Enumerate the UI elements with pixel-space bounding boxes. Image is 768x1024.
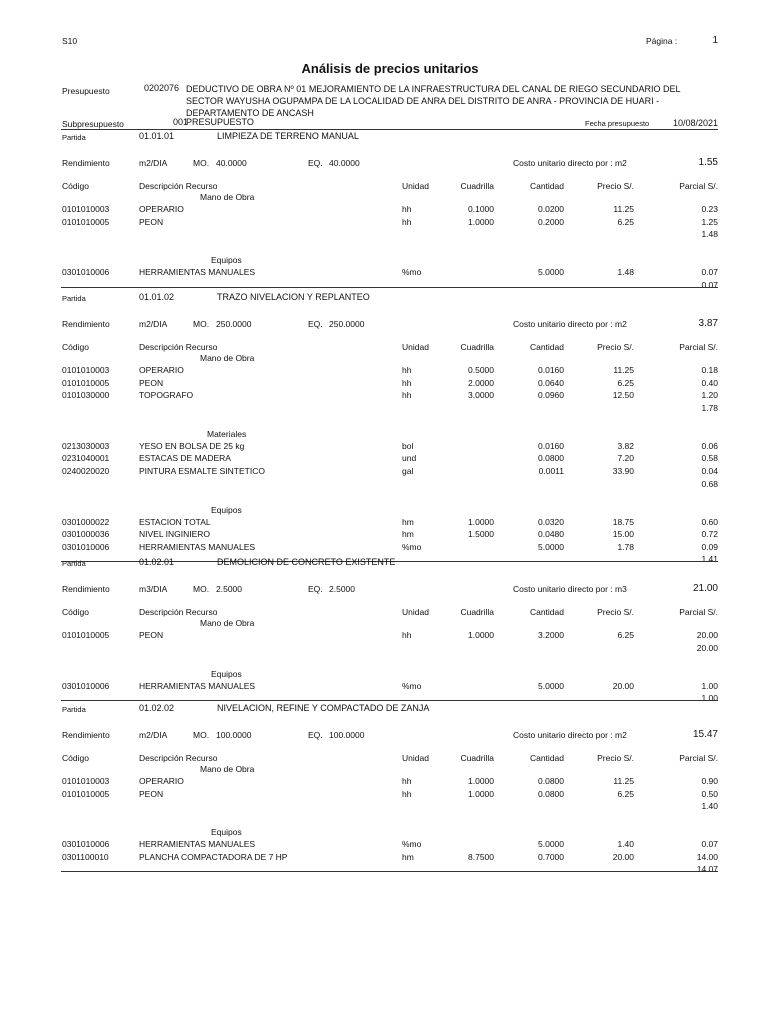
item-codigo: 0301010006 — [62, 541, 110, 552]
page-label: Página : — [646, 36, 678, 46]
subpresupuesto-code: 001 — [173, 117, 189, 127]
item-parcial: 0.60 — [701, 516, 718, 527]
col-descripcion: Descripción Recurso — [139, 181, 218, 191]
costo-label: Costo unitario directo por : — [513, 584, 613, 594]
item-descripcion: PEON — [139, 788, 164, 799]
item-precio: 3.82 — [617, 440, 634, 451]
costo-unit: m3 — [615, 584, 627, 594]
item-codigo: 0213030003 — [62, 440, 110, 451]
item-cuadrilla: 2.0000 — [468, 377, 494, 388]
item-codigo: 0301100010 — [62, 851, 109, 862]
item-descripcion: PEON — [139, 216, 164, 227]
header-divider — [61, 129, 718, 130]
item-unidad: hh — [402, 365, 412, 375]
col-precio: Precio S/. — [597, 753, 634, 763]
rendimiento-label: Rendimiento — [62, 730, 110, 740]
col-cantidad: Cantidad — [529, 607, 564, 617]
fecha-label: Fecha presupuesto — [585, 119, 650, 128]
eq-value: 2.5000 — [329, 584, 355, 594]
mo-label: MO. — [193, 730, 210, 740]
item-parcial: 0.72 — [701, 529, 718, 540]
mo-value: 100.0000 — [216, 730, 252, 740]
item-precio: 20.00 — [612, 851, 634, 862]
col-descripcion: Descripción Recurso — [139, 342, 218, 352]
group-subtotal: 1.00 — [701, 693, 718, 704]
item-codigo: 0101010003 — [62, 204, 110, 214]
group-subtotal: 14.07 — [696, 864, 718, 875]
item-precio: 33.90 — [612, 466, 634, 476]
partida-name: DEMOLICION DE CONCRETO EXISTENTE — [217, 557, 396, 567]
rendimiento-unit: m3/DIA — [139, 584, 168, 594]
item-codigo: 0231040001 — [62, 453, 110, 464]
partida-label: Partida — [62, 705, 86, 714]
item-precio: 11.25 — [613, 365, 634, 375]
item-descripcion: OPERARIO — [139, 776, 184, 786]
item-precio: 20.00 — [612, 680, 634, 691]
presupuesto-label: Presupuesto — [62, 86, 110, 96]
col-precio: Precio S/. — [597, 342, 634, 352]
presupuesto-description: DEDUCTIVO DE OBRA Nº 01 MEJORAMIENTO DE LA INFRAESTRUCTURA DEL CANAL DE RIEGO SECUNDARIO DEL SECTOR WAYUSHA OGUPAMPA DE LA LOCALIDAD DE ANRA DEL DISTRITO DE ANRA - PROVINCIA DE HUARI - DEPARTAMENTO DE ANCASH — [186, 84, 681, 118]
item-descripcion: PLANCHA COMPACTADORA DE 7 HP — [139, 851, 288, 862]
item-cantidad: 0.7000 — [538, 851, 564, 862]
item-descripcion: HERRAMIENTAS MANUALES — [139, 680, 256, 691]
item-descripcion: YESO EN BOLSA DE 25 kg — [139, 440, 245, 451]
item-descripcion: PEON — [139, 377, 164, 388]
item-codigo: 0301000022 — [62, 516, 110, 527]
item-cantidad: 0.0800 — [538, 776, 564, 786]
costo-label: Costo unitario directo por : — [513, 730, 613, 740]
item-unidad: %mo — [402, 839, 422, 850]
item-codigo: 0101010005 — [62, 630, 110, 640]
item-cuadrilla: 1.0000 — [468, 630, 494, 640]
mo-label: MO. — [193, 158, 210, 168]
col-parcial: Parcial S/. — [679, 607, 718, 617]
subpresupuesto-label: Subpresupuesto — [62, 119, 124, 129]
item-parcial: 1.25 — [701, 216, 718, 227]
item-cantidad: 0.0011 — [538, 466, 564, 476]
item-cantidad: 0.2000 — [538, 216, 564, 227]
item-precio: 1.40 — [617, 839, 634, 850]
mo-label: MO. — [193, 319, 210, 329]
item-codigo: 0101010005 — [62, 788, 110, 799]
item-parcial: 0.07 — [701, 267, 718, 278]
item-codigo: 0101010005 — [62, 216, 110, 227]
col-cuadrilla: Cuadrilla — [460, 607, 494, 617]
partida-code: 01.02.01 — [139, 557, 175, 567]
partida-code: 01.01.02 — [139, 292, 175, 302]
item-unidad: hh — [402, 204, 412, 214]
item-descripcion: NIVEL INGINIERO — [139, 529, 211, 540]
col-cantidad: Cantidad — [529, 181, 564, 191]
item-unidad: hh — [402, 390, 412, 401]
item-descripcion: OPERARIO — [139, 204, 184, 214]
group-title: Equipos — [211, 504, 242, 515]
item-cantidad: 0.0200 — [538, 204, 564, 214]
costo-unit: m2 — [615, 730, 627, 740]
item-precio: 1.78 — [617, 541, 634, 552]
group-subtotal: 1.40 — [701, 801, 718, 812]
eq-value: 40.0000 — [329, 158, 360, 168]
eq-value: 100.0000 — [329, 730, 365, 740]
item-descripcion: TOPOGRAFO — [139, 390, 194, 401]
partida-name: NIVELACION, REFINE Y COMPACTADO DE ZANJA — [217, 703, 430, 713]
group-title: Mano de Obra — [200, 764, 255, 774]
item-precio: 12.50 — [612, 390, 634, 401]
costo-value: 15.47 — [692, 729, 718, 740]
item-cantidad: 5.0000 — [538, 839, 564, 850]
item-unidad: %mo — [402, 541, 422, 552]
mo-value: 2.5000 — [216, 584, 242, 594]
item-cantidad: 0.0640 — [538, 377, 564, 388]
col-unidad: Unidad — [402, 753, 429, 763]
group-subtotal: 20.00 — [696, 642, 718, 653]
item-cantidad: 5.0000 — [538, 680, 564, 691]
item-precio: 6.25 — [617, 788, 634, 799]
eq-label: EQ. — [308, 730, 323, 740]
col-parcial: Parcial S/. — [679, 181, 718, 191]
partida-label: Partida — [62, 133, 86, 142]
item-cantidad: 5.0000 — [538, 541, 564, 552]
item-codigo: 0101030000 — [62, 390, 110, 401]
item-parcial: 0.23 — [701, 204, 718, 214]
item-cantidad: 5.0000 — [538, 267, 564, 278]
item-codigo: 0301010006 — [62, 680, 110, 691]
mo-value: 250.0000 — [216, 319, 252, 329]
item-parcial: 1.00 — [701, 680, 718, 691]
page-number: 1 — [712, 35, 718, 46]
col-parcial: Parcial S/. — [679, 753, 718, 763]
item-cuadrilla: 1.0000 — [468, 516, 494, 527]
item-cantidad: 0.0800 — [538, 453, 564, 464]
item-descripcion: ESTACION TOTAL — [139, 516, 211, 527]
rendimiento-label: Rendimiento — [62, 158, 110, 168]
item-cuadrilla: 0.5000 — [468, 365, 494, 375]
presupuesto-code: 0202076 — [144, 83, 180, 93]
item-cantidad: 0.0320 — [538, 516, 564, 527]
item-cantidad: 3.2000 — [538, 630, 564, 640]
costo-unit: m2 — [615, 319, 627, 329]
costo-value: 1.55 — [698, 157, 718, 168]
item-cantidad: 0.0960 — [538, 390, 564, 401]
col-cantidad: Cantidad — [529, 342, 564, 352]
partida-divider — [61, 287, 718, 288]
item-codigo: 0101010005 — [62, 377, 110, 388]
group-title: Mano de Obra — [200, 192, 255, 202]
group-subtotal: 1.78 — [701, 402, 718, 413]
group-subtotal: 0.07 — [701, 279, 718, 290]
col-unidad: Unidad — [402, 607, 429, 617]
col-codigo: Código — [62, 342, 89, 352]
rendimiento-label: Rendimiento — [62, 584, 110, 594]
page-title: Análisis de precios unitarios — [301, 61, 479, 76]
col-unidad: Unidad — [402, 342, 429, 352]
item-cantidad: 0.0800 — [538, 788, 564, 799]
item-descripcion: HERRAMIENTAS MANUALES — [139, 541, 256, 552]
group-subtotal: 0.68 — [701, 478, 718, 489]
item-codigo: 0101010003 — [62, 776, 110, 786]
mo-value: 40.0000 — [216, 158, 247, 168]
eq-label: EQ. — [308, 319, 323, 329]
costo-value: 21.00 — [692, 583, 718, 594]
col-codigo: Código — [62, 181, 89, 191]
col-unidad: Unidad — [402, 181, 429, 191]
col-codigo: Código — [62, 607, 89, 617]
costo-value: 3.87 — [698, 318, 718, 329]
group-title: Equipos — [211, 668, 242, 679]
group-title: Materiales — [207, 428, 247, 439]
item-parcial: 20.00 — [696, 630, 718, 640]
col-cuadrilla: Cuadrilla — [460, 753, 494, 763]
item-precio: 6.25 — [617, 216, 634, 227]
group-title: Mano de Obra — [200, 353, 255, 363]
item-cuadrilla: 3.0000 — [468, 390, 494, 401]
item-descripcion: PEON — [139, 630, 164, 640]
partida-label: Partida — [62, 559, 86, 568]
item-precio: 1.48 — [617, 267, 634, 278]
item-codigo: 0240020020 — [62, 466, 110, 476]
item-unidad: hh — [402, 377, 412, 388]
item-parcial: 0.50 — [701, 788, 718, 799]
rendimiento-unit: m2/DIA — [139, 158, 168, 168]
item-unidad: hh — [402, 788, 412, 799]
item-unidad: hm — [402, 516, 414, 527]
item-cantidad: 0.0480 — [538, 529, 564, 540]
item-precio: 7.20 — [617, 453, 634, 464]
item-cuadrilla: 1.0000 — [468, 788, 494, 799]
col-cantidad: Cantidad — [529, 753, 564, 763]
item-unidad: und — [402, 453, 417, 464]
item-cuadrilla: 1.0000 — [468, 216, 494, 227]
item-precio: 6.25 — [617, 630, 634, 640]
item-cuadrilla: 1.0000 — [468, 776, 494, 786]
eq-label: EQ. — [308, 158, 323, 168]
item-precio: 18.75 — [612, 516, 634, 527]
costo-unit: m2 — [615, 158, 627, 168]
item-parcial: 0.04 — [701, 466, 718, 476]
item-cuadrilla: 1.5000 — [468, 529, 494, 540]
item-precio: 11.25 — [613, 776, 634, 786]
col-parcial: Parcial S/. — [679, 342, 718, 352]
item-precio: 15.00 — [612, 529, 634, 540]
item-unidad: hm — [402, 851, 414, 862]
costo-label: Costo unitario directo por : — [513, 158, 613, 168]
item-unidad: %mo — [402, 267, 422, 278]
item-parcial: 0.90 — [701, 776, 718, 786]
item-descripcion: HERRAMIENTAS MANUALES — [139, 839, 256, 850]
item-parcial: 14.00 — [696, 851, 718, 862]
item-cantidad: 0.0160 — [538, 440, 564, 451]
partida-code: 01.02.02 — [139, 703, 175, 713]
item-parcial: 0.09 — [701, 541, 718, 552]
item-cuadrilla: 8.7500 — [468, 851, 494, 862]
item-descripcion: OPERARIO — [139, 365, 184, 375]
item-descripcion: ESTACAS DE MADERA — [139, 453, 231, 464]
item-parcial: 1.20 — [701, 390, 718, 401]
item-unidad: hm — [402, 529, 414, 540]
item-unidad: gal — [402, 466, 414, 476]
item-unidad: hh — [402, 630, 412, 640]
item-descripcion: HERRAMIENTAS MANUALES — [139, 267, 256, 278]
col-cuadrilla: Cuadrilla — [460, 181, 494, 191]
col-precio: Precio S/. — [597, 181, 634, 191]
item-parcial: 0.58 — [701, 453, 718, 464]
item-codigo: 0101010003 — [62, 365, 110, 375]
system-label: S10 — [62, 36, 78, 46]
item-unidad: hh — [402, 216, 412, 227]
costo-label: Costo unitario directo por : — [513, 319, 613, 329]
partida-divider — [61, 700, 718, 701]
item-precio: 6.25 — [617, 377, 634, 388]
item-codigo: 0301000036 — [62, 529, 110, 540]
group-title: Equipos — [211, 255, 242, 266]
item-parcial: 0.18 — [701, 365, 718, 375]
item-descripcion: PINTURA ESMALTE SINTETICO — [139, 466, 265, 476]
item-precio: 11.25 — [613, 204, 634, 214]
col-precio: Precio S/. — [597, 607, 634, 617]
item-unidad: hh — [402, 776, 412, 786]
item-codigo: 0301010006 — [62, 839, 110, 850]
eq-label: EQ. — [308, 584, 323, 594]
partida-name: LIMPIEZA DE TERRENO MANUAL — [217, 131, 359, 141]
item-unidad: %mo — [402, 680, 422, 691]
group-title: Equipos — [211, 827, 242, 838]
partida-label: Partida — [62, 294, 86, 303]
partida-code: 01.01.01 — [139, 131, 175, 141]
col-descripcion: Descripción Recurso — [139, 607, 218, 617]
rendimiento-unit: m2/DIA — [139, 730, 168, 740]
eq-value: 250.0000 — [329, 319, 365, 329]
item-parcial: 0.40 — [701, 377, 718, 388]
mo-label: MO. — [193, 584, 210, 594]
item-codigo: 0301010006 — [62, 267, 110, 278]
partida-divider — [61, 871, 718, 872]
subpresupuesto-name: PRESUPUESTO — [186, 117, 254, 127]
col-codigo: Código — [62, 753, 89, 763]
fecha-value: 10/08/2021 — [672, 118, 718, 128]
item-parcial: 0.06 — [701, 440, 718, 451]
rendimiento-label: Rendimiento — [62, 319, 110, 329]
item-unidad: bol — [402, 440, 414, 451]
item-cuadrilla: 0.1000 — [468, 204, 494, 214]
item-cantidad: 0.0160 — [538, 365, 564, 375]
item-parcial: 0.07 — [701, 839, 718, 850]
group-subtotal: 1.48 — [701, 229, 718, 240]
col-descripcion: Descripción Recurso — [139, 753, 218, 763]
group-subtotal: 1.41 — [701, 554, 718, 565]
group-title: Mano de Obra — [200, 618, 255, 628]
col-cuadrilla: Cuadrilla — [460, 342, 494, 352]
partida-name: TRAZO NIVELACION Y REPLANTEO — [217, 292, 370, 302]
rendimiento-unit: m2/DIA — [139, 319, 168, 329]
